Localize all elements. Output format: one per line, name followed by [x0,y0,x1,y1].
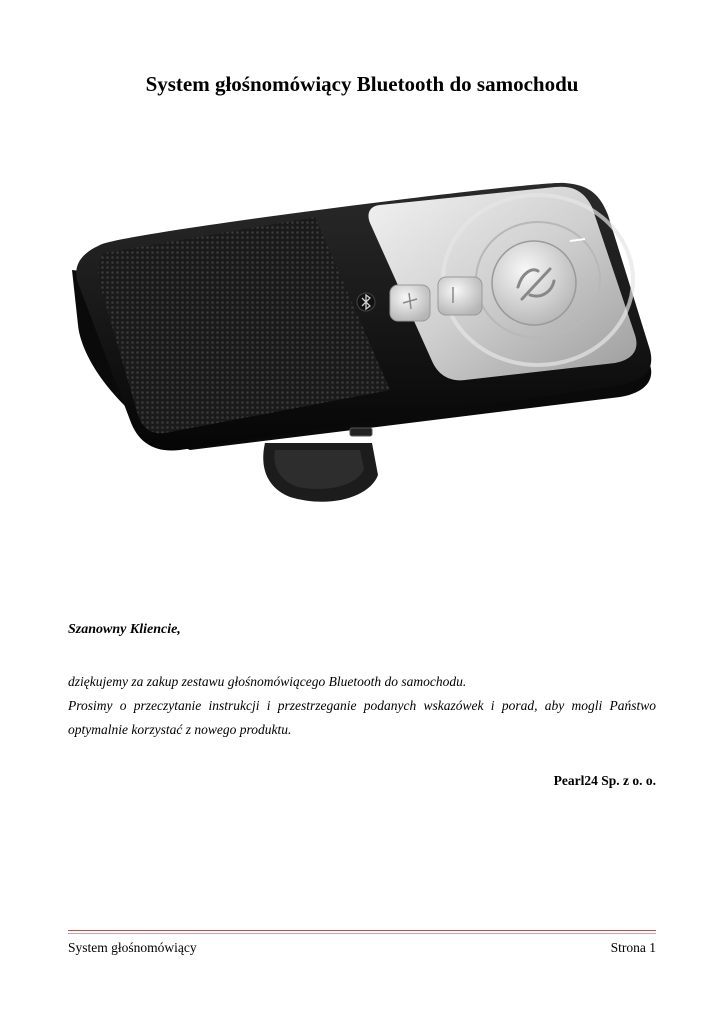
footer-rule-secondary [68,933,656,934]
signature: Pearl24 Sp. z o. o. [553,773,656,788]
footer-title: System głośnomówiący [68,940,197,955]
intro-text [68,670,656,742]
page-title: System głośnomówiący Bluetooth do samochodu [145,72,579,96]
paragraph: dziękujemy za zakup zestawu głośnomówiącego Bluetooth do samochodu. [68,674,467,689]
page-number: Strona 1 [610,940,656,955]
footer-rule [68,930,656,931]
paragraph: Prosimy o przeczytanie instrukcji i przestrzeganie podanych wskazówek i porad, aby mogli Państwo optymalnie korzystać z nowego produktu. [68,698,656,737]
salutation: Szanowny Kliencie, [68,622,181,637]
product-image [60,175,670,520]
